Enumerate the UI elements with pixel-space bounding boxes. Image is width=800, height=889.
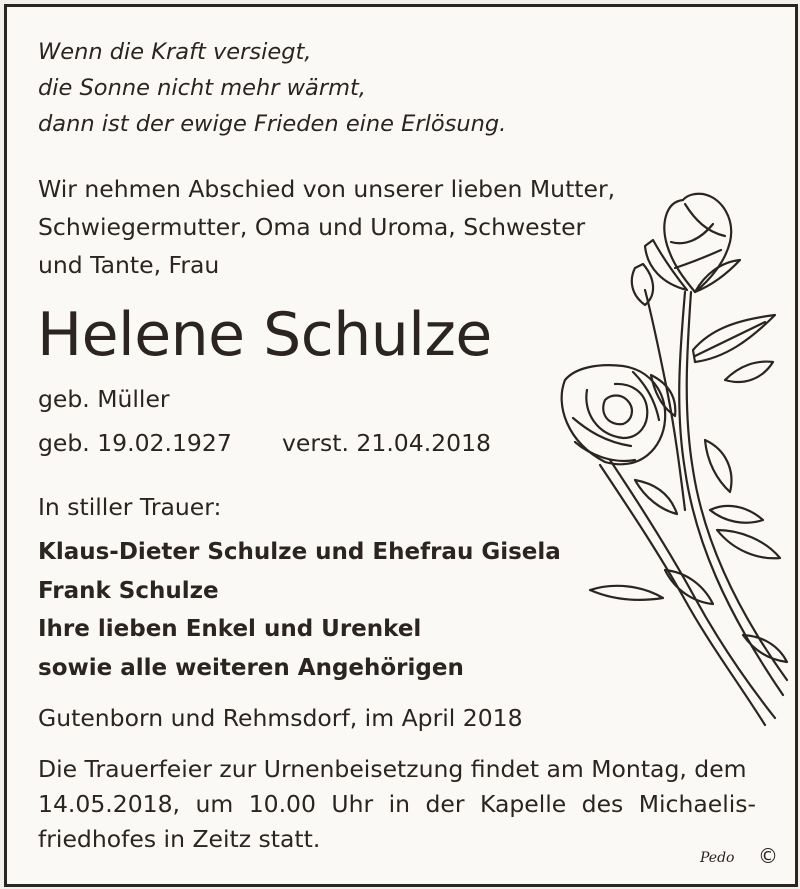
poem-line: dann ist der ewige Frieden eine Erlösung.	[38, 111, 507, 137]
death-date: verst. 21.04.2018	[282, 429, 491, 457]
poem-line: Wenn die Kraft versiegt,	[38, 39, 312, 65]
copyright-icon: ©	[758, 844, 778, 868]
mourning-label: In stiller Trauer:	[38, 493, 222, 521]
mourner-entry: Klaus-Dieter Schulze und Ehefrau Gisela	[38, 539, 561, 565]
poem	[38, 34, 506, 142]
ceremony-line: friedhofes in Zeitz statt.	[38, 825, 321, 853]
birth-date: geb. 19.02.1927	[38, 429, 232, 457]
mourner-entry: Ihre lieben Enkel und Urenkel	[38, 616, 422, 642]
rose-stem	[600, 465, 765, 725]
rose-leaf	[725, 362, 773, 382]
maiden-name: geb. Müller	[38, 385, 170, 413]
rose-leaf	[705, 440, 731, 492]
rose-bloom	[586, 384, 647, 438]
intro-line: und Tante, Frau	[38, 251, 220, 279]
rose-leaf	[717, 530, 780, 558]
intro-line: Wir nehmen Abschied von unserer lieben Mutter,	[38, 175, 616, 203]
rose-bloom	[633, 372, 659, 420]
rose-illustration-icon	[535, 180, 790, 740]
rose-bloom	[562, 365, 666, 464]
rose-bud	[675, 250, 721, 268]
rose-leaf	[710, 506, 763, 523]
rose-bud	[632, 264, 653, 305]
ceremony-line: 14.05.2018, um 10.00 Uhr in der Kapelle des Michaelis-	[38, 790, 756, 818]
rose-leaf	[590, 586, 663, 600]
deceased-name: Helene Schulze	[37, 300, 492, 370]
rose-stem	[679, 292, 783, 695]
farewell-intro	[38, 170, 615, 284]
ceremony-line: Die Trauerfeier zur Urnenbeisetzung findet am Montag, dem	[38, 755, 747, 783]
poem-line: die Sonne nicht mehr wärmt,	[38, 75, 366, 101]
artist-signature: Pedo	[700, 850, 735, 866]
place-and-date: Gutenborn und Rehmsdorf, im April 2018	[38, 704, 523, 732]
intro-line: Schwiegermutter, Oma und Uroma, Schwester	[38, 213, 586, 241]
rose-bloom	[573, 418, 631, 446]
rose-stem	[610, 460, 775, 718]
mourner-entry: sowie alle weiteren Angehörigen	[38, 654, 464, 681]
rose-bloom	[603, 396, 632, 425]
ceremony-notice	[38, 752, 756, 857]
mourners-list	[38, 533, 561, 687]
mourner-entry: Frank Schulze	[38, 577, 219, 604]
